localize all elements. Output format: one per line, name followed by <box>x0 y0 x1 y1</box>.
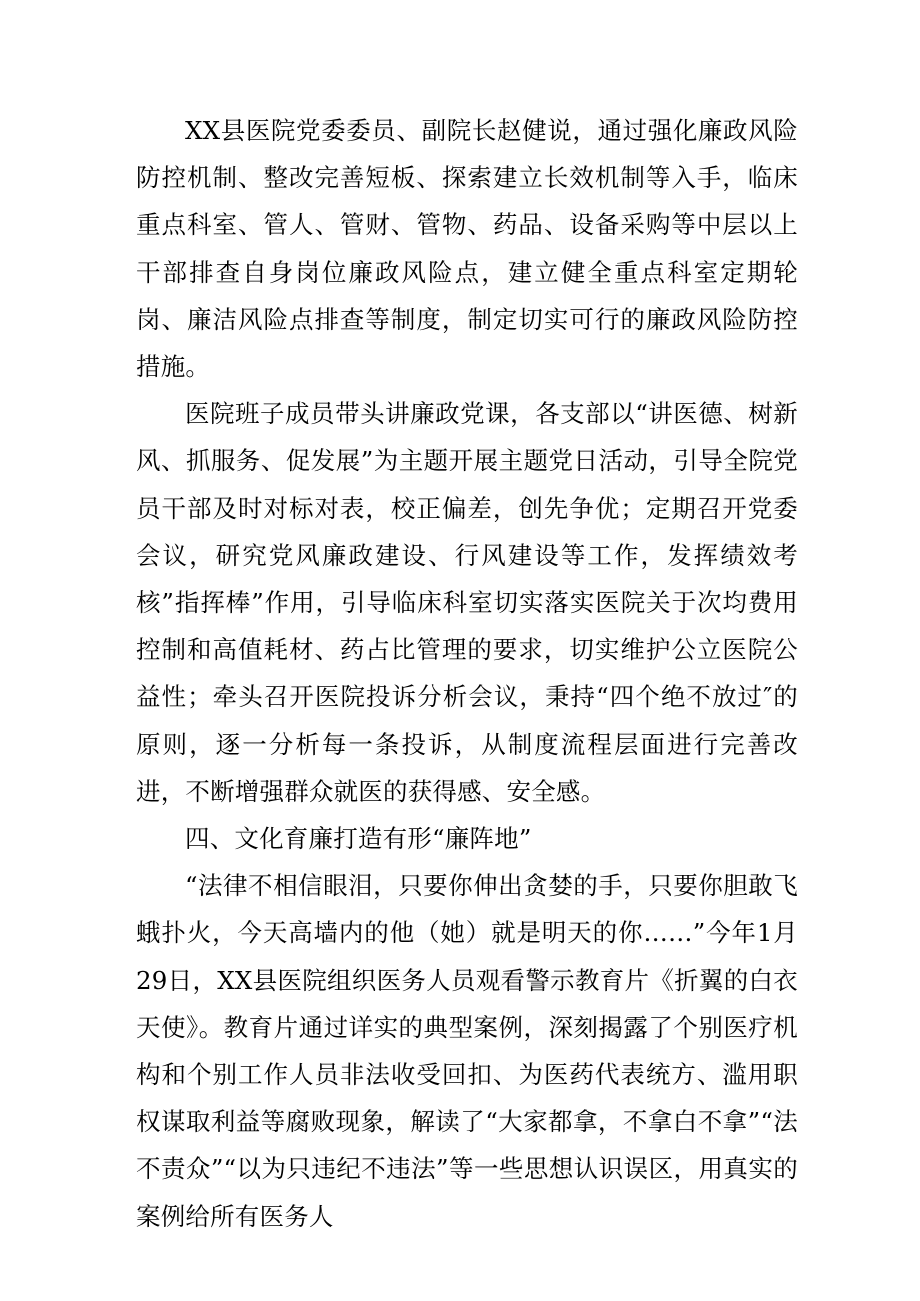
section-heading: 四、文化育廉打造有形“廉阵地” <box>185 824 532 854</box>
paragraph-3: “法律不相信眼泪，只要你伸出贪婪的手，只要你胆敢飞蛾扑火，今天高墙内的他（她）就是明天的你……”今年1月29日，XX县医院组织医务人员观看警示教育片《折翼的白衣天使》。教育片通过详实的典型案例，深刻揭露了个别医疗机构和个别工作人员非法收受回扣、为医药代表统方、滥用职权谋取利益等腐败现象，解读了“大家都拿，不拿白不拿”“法不责众”“以为只违纪不违法”等一些思想认识误区，用真实的案例给所有医务人 <box>136 871 798 1231</box>
paragraph-1: XX县医院党委委员、副院长赵健说，通过强化廉政风险防控机制、整改完善短板、探索建立长效机制等入手，临床重点科室、管人、管财、管物、药品、设备采购等中层以上干部排查自身岗位廉政风险点，建立健全重点科室定期轮岗、廉洁风险点排查等制度，制定切实可行的廉政风险防控措施。 <box>136 116 798 382</box>
paragraph-2: 医院班子成员带头讲廉政党课，各支部以“讲医德、树新风、抓服务、促发展”为主题开展主题党日活动，引导全院党员干部及时对标对表，校正偏差，创先争优；定期召开党委会议，研究党风廉政建设、行风建设等工作，发挥绩效考核”指挥棒”作用，引导临床科室切实落实医院关于次均费用控制和高值耗材、药占比管理的要求，切实维护公立医院公益性；牵头召开医院投诉分析会议，秉持“四个绝不放过″的原则，逐一分析每一条投诉，从制度流程层面进行完善改进，不断增强群众就医的获得感、安全感。 <box>136 399 798 806</box>
